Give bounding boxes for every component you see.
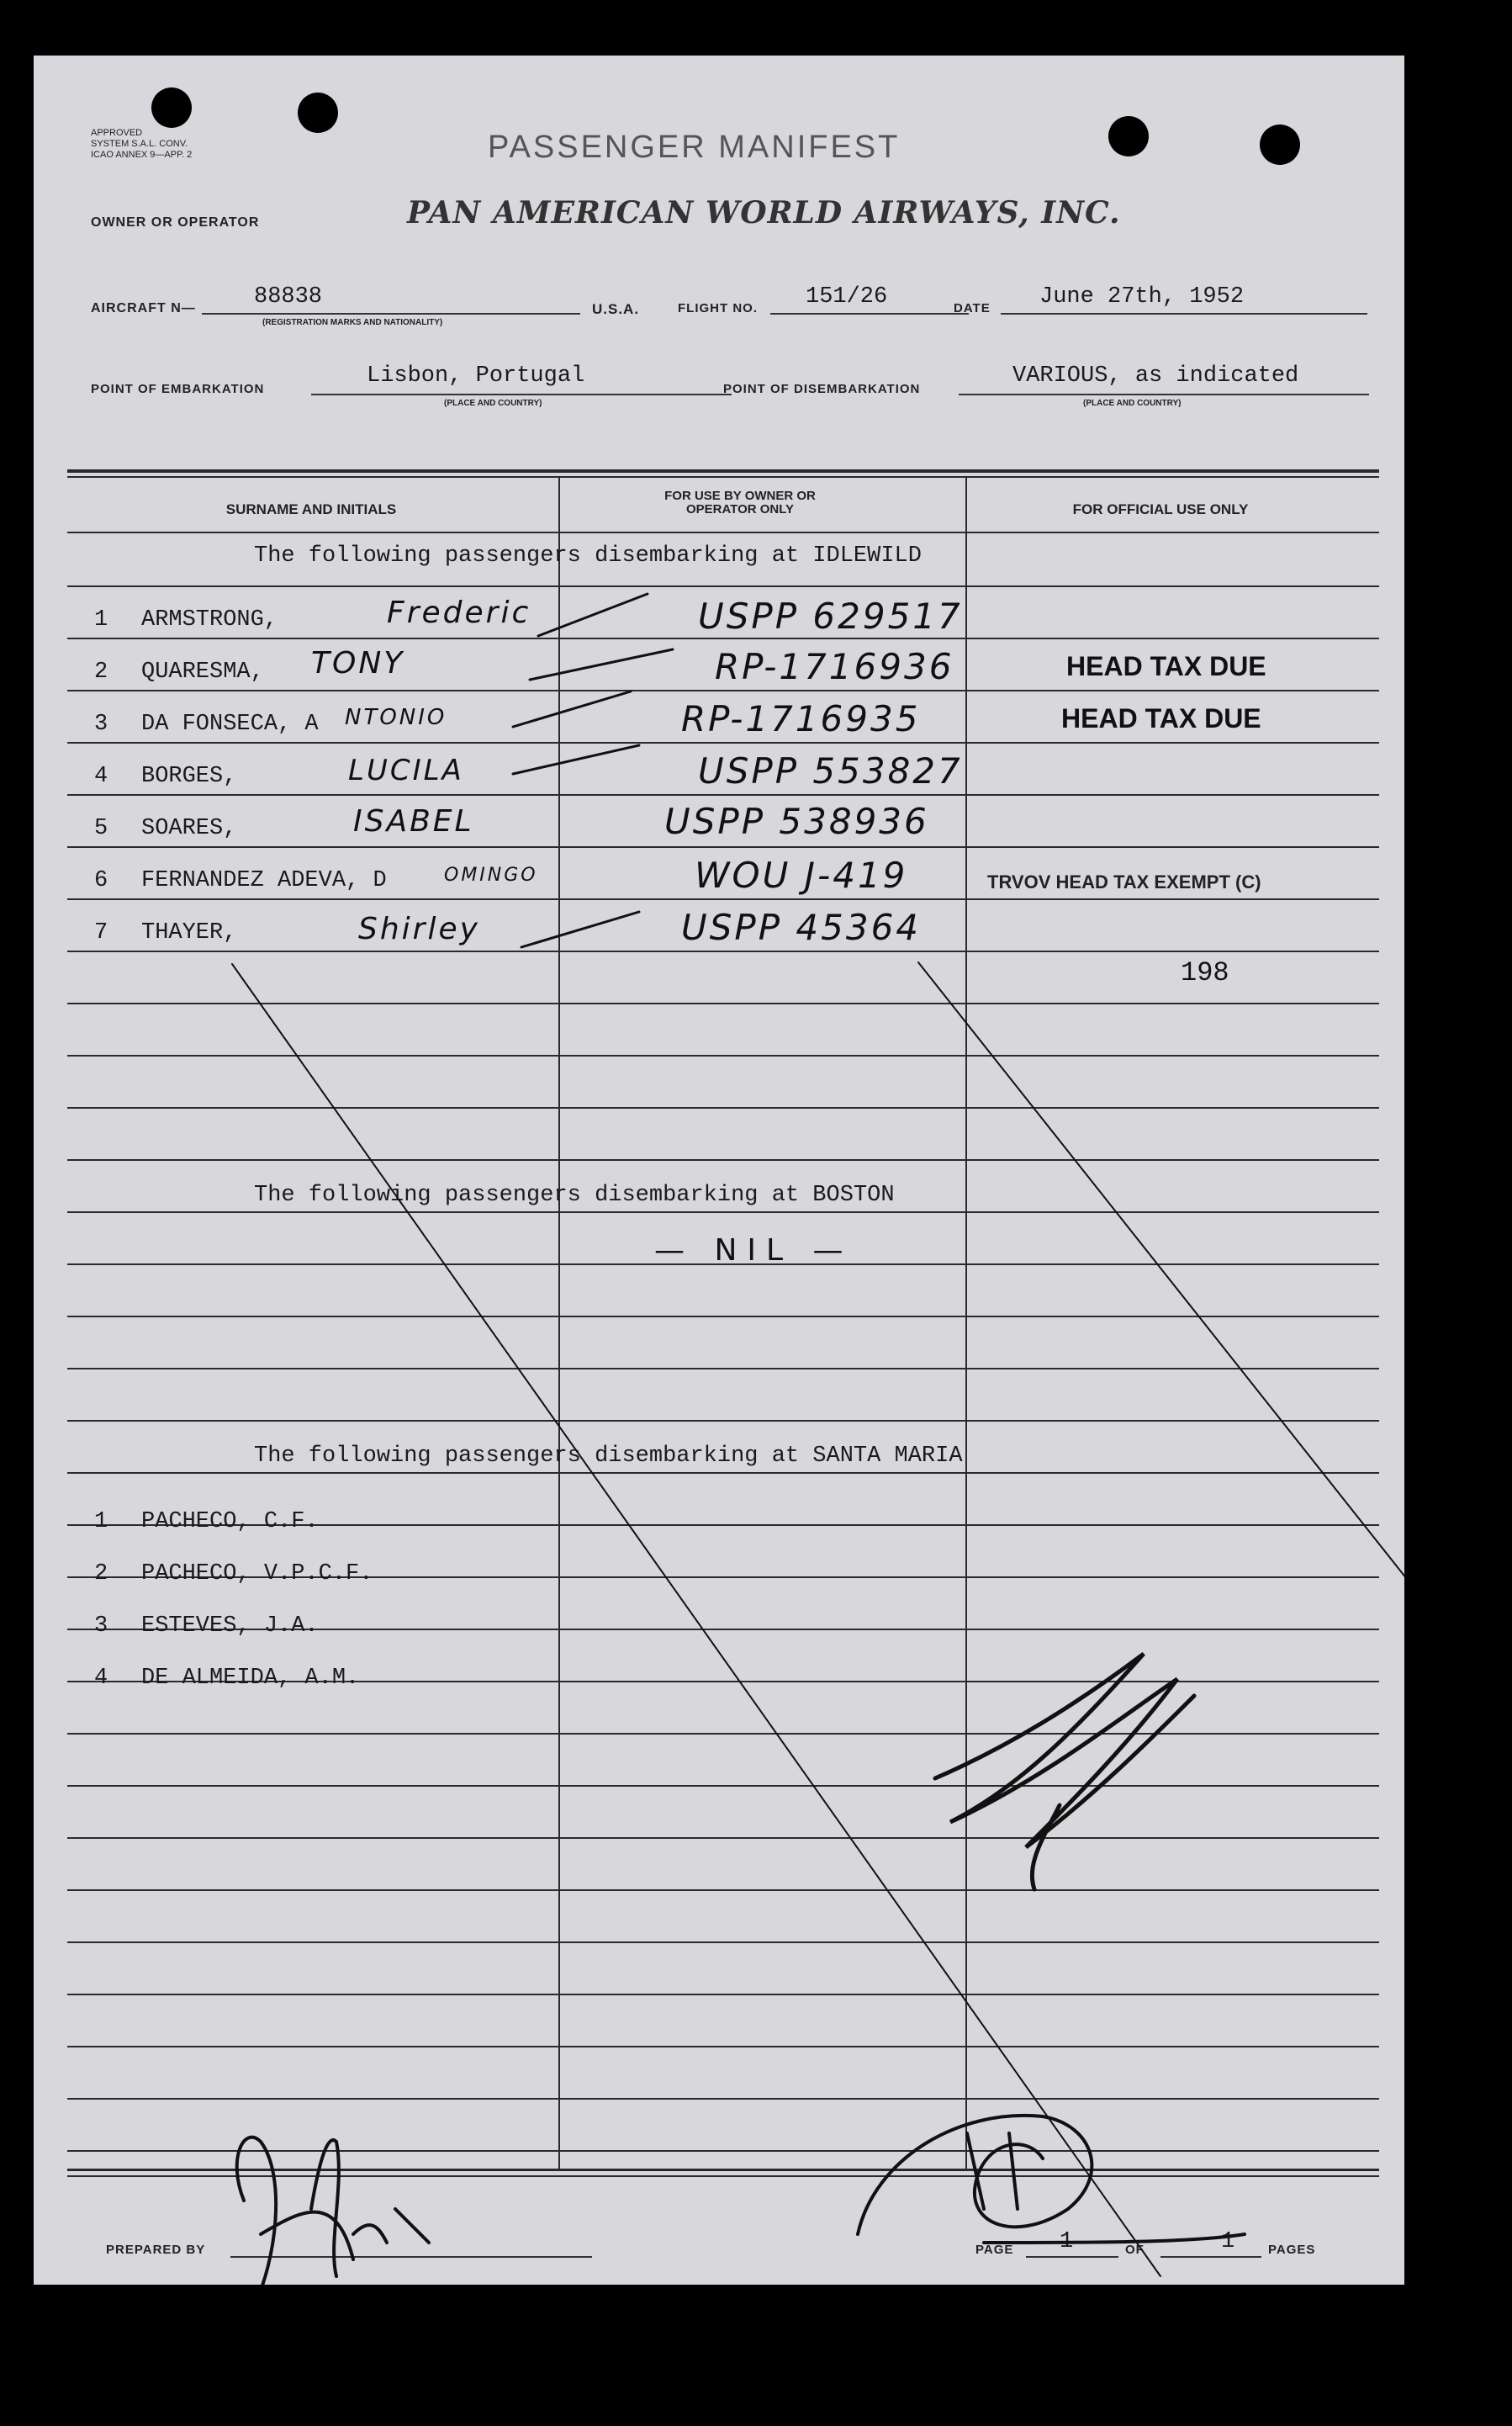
official-stamp: HEAD TAX DUE bbox=[1061, 703, 1261, 734]
official-count: 198 bbox=[1181, 957, 1229, 988]
flight-number: 151/26 bbox=[806, 284, 888, 310]
prepared-label: PREPARED BY bbox=[106, 2243, 206, 2257]
passenger-name: FERNANDEZ ADEVA, D bbox=[141, 868, 387, 893]
passenger-name-handwritten: ISABEL bbox=[353, 804, 474, 839]
page-label: PAGE bbox=[975, 2243, 1014, 2257]
passenger-number: 6 bbox=[94, 868, 108, 893]
passenger-name: DA FONSECA, A bbox=[141, 712, 319, 737]
passenger-number: 4 bbox=[94, 764, 108, 789]
date-label: DATE bbox=[954, 301, 991, 315]
form-title: PASSENGER MANIFEST bbox=[488, 130, 901, 165]
embark-sublabel: (PLACE AND COUNTRY) bbox=[444, 399, 542, 408]
passenger-name-handwritten: Frederic bbox=[387, 596, 531, 630]
disembark-label: POINT OF DISEMBARKATION bbox=[723, 382, 921, 396]
passenger-document: USPP 538936 bbox=[664, 801, 929, 842]
passenger-number: 3 bbox=[94, 1613, 108, 1639]
prepared-by-signature bbox=[237, 2137, 429, 2285]
operator-name: PAN AMERICAN WORLD AIRWAYS, INC. bbox=[407, 195, 1121, 230]
passenger-name: ESTEVES, J.A. bbox=[141, 1613, 319, 1639]
passenger-name-handwritten: TONY bbox=[311, 646, 405, 681]
aircraft-number: 88838 bbox=[254, 284, 323, 310]
tick-mark bbox=[530, 649, 673, 680]
embark-value: Lisbon, Portugal bbox=[367, 363, 585, 389]
passenger-number: 2 bbox=[94, 659, 108, 685]
passenger-name: THAYER, bbox=[141, 920, 237, 946]
col-surname-header: SURNAME AND INITIALS bbox=[225, 501, 397, 517]
approval-line: SYSTEM S.A.L. CONV. bbox=[91, 139, 188, 149]
passenger-name: DE ALMEIDA, A.M. bbox=[141, 1666, 360, 1691]
section-idlewild: The following passengers disembarking at IDLEWILD bbox=[254, 543, 922, 569]
diagonal-strike-line bbox=[918, 962, 1404, 1586]
owner-label: OWNER OR OPERATOR bbox=[91, 215, 260, 230]
passenger-document: RP-1716936 bbox=[715, 646, 954, 687]
embark-label: POINT OF EMBARKATION bbox=[91, 382, 265, 396]
passenger-document: WOU J-419 bbox=[695, 855, 908, 896]
passenger-name-handwritten: LUCILA bbox=[348, 754, 464, 787]
official-signature bbox=[858, 2116, 1245, 2243]
passenger-number: 3 bbox=[94, 712, 108, 737]
passenger-document: RP-1716935 bbox=[681, 698, 921, 739]
passenger-name: SOARES, bbox=[141, 816, 237, 841]
passenger-name-handwritten: OMINGO bbox=[444, 865, 538, 886]
passenger-name: QUARESMA, bbox=[141, 659, 264, 685]
usa-label: U.S.A. bbox=[592, 301, 640, 317]
aircraft-sublabel: (REGISTRATION MARKS AND NATIONALITY) bbox=[262, 318, 443, 327]
manifest-sheet bbox=[34, 56, 1404, 2285]
pen-marks bbox=[34, 56, 1404, 2285]
passenger-number: 4 bbox=[94, 1666, 108, 1691]
flight-label: FLIGHT NO. bbox=[678, 301, 758, 315]
section-santa-maria: The following passengers disembarking at SANTA MARIA bbox=[254, 1443, 963, 1469]
passenger-number: 7 bbox=[94, 920, 108, 946]
tick-mark bbox=[513, 691, 631, 727]
aircraft-label: AIRCRAFT N— bbox=[91, 301, 196, 315]
passenger-name: ARMSTRONG, bbox=[141, 607, 278, 633]
section-boston: The following passengers disembarking at BOSTON bbox=[254, 1183, 895, 1208]
passenger-name-handwritten: Shirley bbox=[358, 912, 480, 946]
page-number: 1 bbox=[1060, 2229, 1074, 2254]
passenger-number: 1 bbox=[94, 1509, 108, 1534]
passenger-document: USPP 45364 bbox=[681, 907, 922, 948]
passenger-document: USPP 629517 bbox=[698, 596, 963, 637]
passenger-number: 1 bbox=[94, 607, 108, 633]
passenger-name: BORGES, bbox=[141, 764, 237, 789]
disembark-value: VARIOUS, as indicated bbox=[1012, 363, 1299, 389]
tick-mark bbox=[521, 912, 639, 947]
approval-line: ICAO ANNEX 9—APP. 2 bbox=[91, 150, 193, 160]
col-official-header: FOR OFFICIAL USE ONLY bbox=[1072, 501, 1249, 517]
diagonal-strike-line bbox=[232, 964, 1160, 2276]
tick-mark bbox=[538, 594, 648, 636]
tick-mark bbox=[513, 745, 639, 774]
passenger-name: PACHECO, C.F. bbox=[141, 1509, 319, 1534]
official-stamp: HEAD TAX DUE bbox=[1066, 651, 1266, 681]
boston-nil: — NIL — bbox=[654, 1233, 854, 1268]
passenger-number: 2 bbox=[94, 1561, 108, 1586]
pages-label: PAGES bbox=[1268, 2243, 1316, 2257]
passenger-document: USPP 553827 bbox=[698, 750, 963, 792]
page-total: 1 bbox=[1221, 2229, 1235, 2254]
initials-scribble bbox=[935, 1654, 1194, 1889]
passenger-name-handwritten: NTONIO bbox=[345, 705, 447, 730]
approval-line: APPROVED bbox=[91, 128, 143, 138]
passenger-number: 5 bbox=[94, 816, 108, 841]
official-stamp: TRVOV HEAD TAX EXEMPT (C) bbox=[987, 871, 1261, 893]
col-owner-header: FOR USE BY OWNER OR OPERATOR ONLY bbox=[664, 489, 816, 516]
flight-date: June 27th, 1952 bbox=[1039, 284, 1245, 310]
passenger-name: PACHECO, V.P.C.F. bbox=[141, 1561, 373, 1586]
of-label: OF bbox=[1125, 2243, 1145, 2257]
disembark-sublabel: (PLACE AND COUNTRY) bbox=[1083, 399, 1182, 408]
